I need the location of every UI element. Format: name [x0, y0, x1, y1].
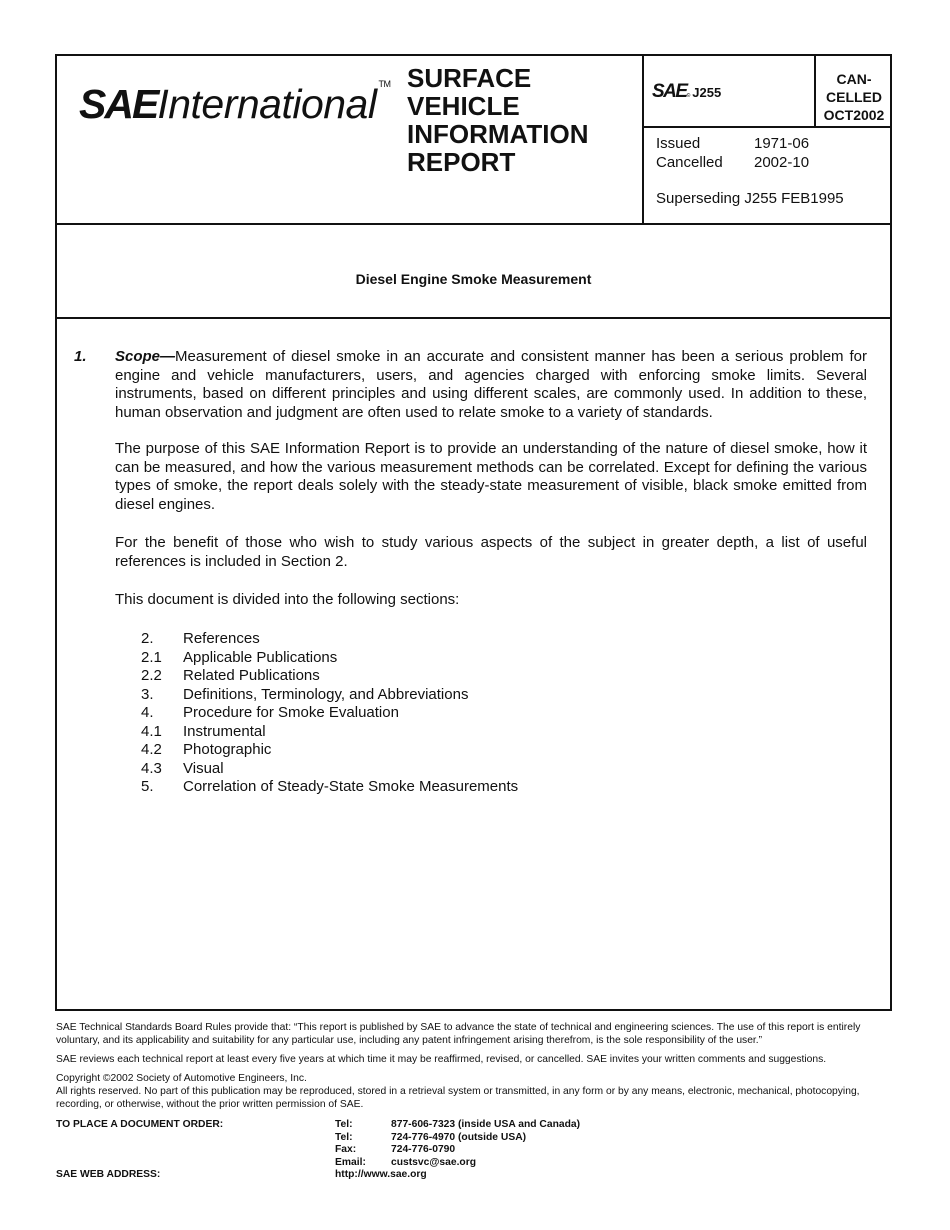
footer-copyright: Copyright ©2002 Society of Automotive Engineers, Inc.: [56, 1073, 307, 1084]
issued-label: Issued: [656, 135, 701, 152]
purpose-paragraph: The purpose of this SAE Information Report is to provide an understanding of the nature of diesel smoke, how it can be measured, and how the various measurement methods can be correlated. Except for defining the various types of smoke, the report deals solely with the steady-state measurement of visible, black smoke emitted from diesel engines.: [115, 440, 867, 513]
superseding: Superseding J255 FEB1995: [656, 190, 844, 207]
list-item: [141, 723, 518, 742]
contact-key: Tel:: [335, 1119, 353, 1130]
report-type-line: REPORT: [407, 147, 516, 177]
dates: [656, 134, 809, 172]
contact-key: Email:: [335, 1156, 366, 1168]
title-box: [57, 223, 890, 319]
document-info-box: [642, 56, 892, 223]
contact-value[interactable]: 724-776-4970 (outside USA): [391, 1131, 527, 1143]
footer-review: SAE reviews each technical report at least every five years at which time it may be reaffirmed, revised, or cancelled. SAE invites your written comments and suggestions.: [56, 1054, 827, 1065]
list-item-title: Correlation of Steady-State Smoke Measurements: [183, 778, 519, 795]
contact-value[interactable]: 724-776-0790: [391, 1144, 456, 1155]
list-item: [141, 667, 518, 686]
report-type-line: SURFACE: [407, 63, 532, 93]
cancelled-line: CELLED: [826, 89, 882, 105]
list-item-number: 2.2: [141, 667, 162, 684]
list-item-title: Procedure for Smoke Evaluation: [183, 704, 399, 721]
scope-label: Scope—: [115, 348, 176, 365]
cancelled-value: 2002-10: [754, 154, 810, 171]
order-label: TO PLACE A DOCUMENT ORDER:: [56, 1119, 224, 1130]
list-item-number: 3.: [141, 685, 154, 703]
report-type-line: VEHICLE: [407, 91, 520, 121]
contact-value[interactable]: custsvc@sae.org: [391, 1156, 477, 1168]
list-item-title: Applicable Publications: [183, 648, 338, 666]
report-type-line: INFORMATION: [407, 119, 589, 149]
contact-key: Tel:: [335, 1131, 353, 1143]
doc-number-box: [644, 56, 892, 128]
document-title: Diesel Engine Smoke Measurement: [355, 271, 592, 287]
cancelled-line: CAN-: [836, 71, 872, 87]
sections-intro: This document is divided into the following sections:: [115, 591, 460, 608]
list-item-title: Photographic: [183, 741, 272, 758]
list-item-number: 2.1: [141, 648, 162, 666]
header: [57, 56, 890, 225]
list-item: [141, 704, 518, 723]
list-item-title: Related Publications: [183, 667, 320, 684]
sae-international-logo: [79, 81, 390, 128]
list-item: [141, 686, 518, 705]
list-item-title: Definitions, Terminology, and Abbreviations: [183, 685, 469, 703]
small-logo-mark: ©: [686, 93, 691, 99]
list-item: [141, 630, 518, 649]
list-item-number: 4.1: [141, 722, 162, 740]
list-item-number: 5.: [141, 778, 154, 795]
contact-key: Fax:: [335, 1144, 357, 1155]
footer-rights: All rights reserved. No part of this publication may be reproduced, stored in a retrieval system or transmitted, in any form or by any means, electronic, mechanical, photocopying, recording, or otherwise, without the prior written permission of SAE.: [56, 1086, 860, 1110]
list-item-title: References: [183, 630, 260, 647]
report-type: [407, 64, 589, 176]
list-item-number: 2.: [141, 630, 154, 647]
list-item-number: 4.3: [141, 759, 162, 777]
cancelled-line: OCT2002: [823, 107, 885, 123]
web-url-link[interactable]: http://www.sae.org: [335, 1169, 427, 1180]
list-item-title: Visual: [183, 759, 224, 777]
scope-text: Measurement of diesel smoke in an accurate and consistent manner has been a serious problem for engine and vehicle manufacturers, users, and agencies charged with enforcing smoke limits. Several instruments, based on different principles and using different scales, are commonly used. In addition to these, human observation and judgment are often used to relate smoke to a variety of standards.: [115, 348, 867, 421]
scope-paragraph: [115, 348, 867, 422]
section-list: [141, 630, 518, 797]
web-label: SAE WEB ADDRESS:: [56, 1169, 161, 1180]
section-number: 1.: [74, 348, 87, 365]
list-item: [141, 778, 518, 797]
document-frame: [55, 54, 892, 1011]
list-item: [141, 760, 518, 779]
list-item-number: 4.2: [141, 741, 162, 758]
list-item-number: 4.: [141, 704, 154, 721]
cancelled-badge: [814, 56, 892, 126]
doc-number: [652, 81, 721, 103]
logo-international: International: [157, 81, 377, 127]
references-paragraph: For the benefit of those who wish to study various aspects of the subject in greater depth, a list of useful references is included in Section 2.: [115, 534, 867, 570]
issued-value: 1971-06: [754, 135, 810, 152]
contact-value[interactable]: 877-606-7323 (inside USA and Canada): [391, 1119, 581, 1130]
footer-rules: SAE Technical Standards Board Rules provide that: “This report is published by SAE to advance the state of technical and engineering sciences. The use of this report is entirely voluntary, and its applicability and suitability for any particular use, including any patent infringement arising therefrom, is the sole responsibility of the user.”: [56, 1022, 861, 1046]
list-item-title: Instrumental: [183, 722, 266, 740]
logo-sae: SAE: [79, 81, 158, 127]
small-sae-logo: SAE: [652, 81, 687, 102]
doc-number-text: J255: [692, 85, 722, 100]
list-item: [141, 649, 518, 668]
logo-trademark: TM: [378, 79, 391, 89]
list-item: [141, 741, 518, 760]
cancelled-label: Cancelled: [656, 154, 723, 171]
